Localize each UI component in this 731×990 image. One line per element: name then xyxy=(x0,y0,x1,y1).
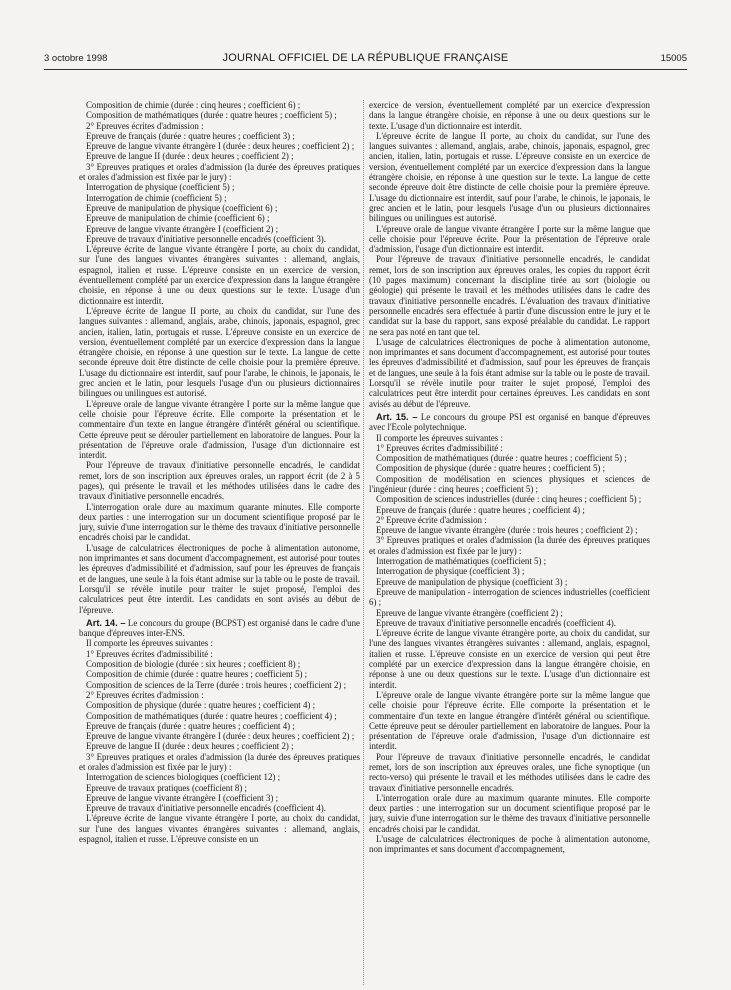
paragraph xyxy=(369,494,650,504)
header-date: 3 octobre 1998 xyxy=(44,53,108,64)
paragraph-text: L'interrogation orale dure au maximum quarante minutes. Elle comporte deux parties : une interrogation sur un document scientifique proposé par le jury, suivie d'une interrogation sur le thème des travaux d'initiative personnelle encadrés choisi par le candidat. xyxy=(369,792,650,834)
paragraph-text: Interrogation de physique (coefficient 5) ; xyxy=(86,182,235,193)
paragraph-text: 3° Epreuves pratiques et orales d'admission (la durée des épreuves pratiques et orales d'admission est fixée par le jury) : xyxy=(369,535,650,556)
paragraph-text: L'épreuve orale de langue vivante étrangère I porte sur la même langue que celle choisie pour l'épreuve écrite. Elle comporte la présentation et le commentaire d'un texte en langue étrangère d'intérêt général ou scientifique. Cette épreuve peut se dérouler partiellement en laboratoire de langues. Pour la présentation de l'épreuve orale d'admission, l'usage d'un dictionnaire est interdit. xyxy=(79,398,360,461)
paragraph xyxy=(79,234,360,244)
article-number: Art. 14. – xyxy=(86,617,126,628)
paragraph xyxy=(79,638,360,648)
paragraph xyxy=(79,752,360,773)
paragraph xyxy=(79,224,360,234)
paragraph xyxy=(79,131,360,141)
paragraph-text: 2° Epreuves écrites d'admission : xyxy=(86,120,204,131)
paragraph-text: Epreuve de langue vivante étrangère I (durée : deux heures ; coefficient 2) ; xyxy=(86,141,355,152)
paragraph xyxy=(79,213,360,223)
paragraph xyxy=(79,244,360,306)
paragraph xyxy=(79,649,360,659)
paragraph xyxy=(369,556,650,566)
paragraph-text: Epreuve de manipulation de physique (coefficient 3) ; xyxy=(376,576,568,587)
paragraph xyxy=(79,680,360,690)
paragraph xyxy=(79,721,360,731)
paragraph xyxy=(369,505,650,515)
paragraph xyxy=(79,783,360,793)
paragraph-text: Composition de chimie (durée : cinq heures ; coefficient 6) ; xyxy=(86,100,301,110)
paragraph-text: Composition de mathématiques (durée : quatre heures ; coefficient 4) ; xyxy=(86,710,337,721)
article-paragraph xyxy=(79,618,360,639)
paragraph xyxy=(369,463,650,473)
paragraph xyxy=(369,515,650,525)
paragraph-text: Il comporte les épreuves suivantes : xyxy=(376,432,503,443)
paragraph-text: L'épreuve écrite de langue II porte, au choix du candidat, sur l'une des langues suivantes : allemand, anglais, arabe, chinois, japonais, espagnol, grec ancien, italien, latin, portugais et russe. L'épreuve consiste en un exercice de version, éventuellement complété par un exercice d'expression dans la langue étrangère choisie, en réponse à une question sur le texte. La langue de cette seconde épreuve doit être distincte de celle choisie pour la première épreuve. L'usage du dictionnaire est interdit, sauf pour l'arabe, le chinois, le japonais, le grec ancien et le latin, pour lesquels l'usage d'un ou plusieurs dictionnaires bilingues ou unilingues est autorisé. xyxy=(369,130,650,224)
paragraph xyxy=(79,151,360,161)
paragraph-text: L'usage de calculatrices électroniques de poche à alimentation autonome, non imprimantes et sans document d'accompagnement, est autorisé pour toutes les épreuves d'admissibilité et d'admission, sauf pour les épreuves de français et de langues, une seule à la fois étant admise sur la table ou le poste de travail. Lorsqu'il se révèle inutile pour traiter le sujet proposé, l'emploi des calculatrices peut être interdit. Les candidats en sont avisés au début de l'épreuve. xyxy=(79,542,360,615)
paragraph-text: Pour l'épreuve de travaux d'initiative personnelle encadrés, le candidat remet, lors de son inscription aux épreuves orales, un rapport écrit (de 2 à 5 pages), qui présente le travail et les méthodes utilisées dans le cadre des travaux d'initiative personnelle encadrés. xyxy=(79,460,360,502)
paragraph xyxy=(369,628,650,690)
paragraph-text: Epreuve de langue vivante étrangère I (coefficient 2) ; xyxy=(86,223,279,234)
paragraph-text: Epreuve de langue vivante étrangère I (durée : deux heures ; coefficient 2) ; xyxy=(86,731,355,742)
paragraph xyxy=(369,535,650,556)
page-header xyxy=(0,0,731,80)
paragraph-text: 3° Epreuves pratiques et orales d'admission (la durée des épreuves pratiques et orales d'admission est fixée par le jury) : xyxy=(79,161,360,183)
paragraph-text: Epreuve de langue II (durée : deux heures ; coefficient 2) ; xyxy=(86,151,294,162)
paragraph-text: L'interrogation orale dure au maximum quarante minutes. Elle comporte deux parties : une interrogation sur un document scientifique proposé par le jury, suivie d'une interrogation sur le thème des travaux d'initiative personnelle encadrés choisi par le candidat. xyxy=(79,501,360,543)
paragraph-text: Epreuve de manipulation de physique (coefficient 6) ; xyxy=(86,202,278,213)
paragraph xyxy=(369,566,650,576)
paragraph-text: Epreuve de travaux pratiques (coefficient 8) ; xyxy=(86,782,247,793)
paragraph-text: Pour l'épreuve de travaux d'initiative personnelle encadrés, le candidat remet, lors de son inscription aux épreuves orales, les copies du rapport écrit (10 pages maximum) concernant la discipline tirée au sort (biologie ou géologie) qui présente le travail et les méthodes utilisées dans le cadre des travaux d'initiative personnelle encadrés. L'évaluation des travaux d'initiative personnelle encadrés sera effectuée à partir d'une discussion entre le jury et le candidat sur la base du rapport, sans exposé préalable du candidat. Le rapport ne sera pas noté en tant que tel. xyxy=(369,254,650,337)
paragraph-text: Composition de chimie (durée : quatre heures ; coefficient 5) ; xyxy=(86,669,308,680)
paragraph-text: Epreuve de manipulation de chimie (coefficient 6) ; xyxy=(86,213,270,224)
paragraph-text: Composition de physique (durée : quatre heures ; coefficient 4) ; xyxy=(86,700,316,711)
paragraph-text: Pour l'épreuve de travaux d'initiative personnelle encadrés, le candidat remet, lors de son inscription aux épreuves orales, une fiche synoptique (un recto-verso) qui présente le travail et les méthodes utilisées dans le cadre des travaux d'initiative personnelle encadrés. xyxy=(369,751,650,793)
paragraph xyxy=(369,453,650,463)
paragraph xyxy=(369,608,650,618)
column-separator xyxy=(363,100,364,985)
paragraph-text: Epreuve de manipulation - interrogation de sciences industrielles (coefficient 6) ; xyxy=(369,586,650,608)
paragraph-text: Interrogation de chimie (coefficient 5) ; xyxy=(86,192,227,203)
paragraph xyxy=(369,254,650,336)
paragraph-text: Composition de sciences de la Terre (durée : trois heures ; coefficient 2) ; xyxy=(86,679,347,690)
paragraph-text: Epreuve de langue vivante étrangère I (coefficient 3) ; xyxy=(86,792,279,803)
paragraph-text: L'épreuve écrite de langue vivante étrangère porte, au choix du candidat, sur l'une des langues vivantes étrangères suivantes : allemand, anglais, espagnol, italien et russe. L'épreuve consiste en un exercice de version qui peut être complété par un exercice d'expression dans la langue étrangère choisie, en réponse à une ou deux questions sur le texte. L'usage d'un dictionnaire est interdit. xyxy=(369,628,650,690)
paragraph-text: 2° Epreuves écrites d'admission : xyxy=(86,689,204,700)
paragraph xyxy=(79,741,360,751)
paragraph-text: L'usage de calculatrices électroniques de poche à alimentation autonome, non imprimantes et sans document d'accompagnement, est autorisé pour toutes les épreuves d'admissibilité et d'admission, sauf pour les épreuves de français et de langues, une seule à la fois étant admise sur la table ou le poste de travail. Lorsqu'il se révèle inutile pour traiter le sujet proposé, l'emploi des calculatrices peut être interdit pour certaines épreuves. Les candidats en sont avisés au début de l'épreuve. xyxy=(369,336,650,409)
paragraph-text: Epreuve de travaux d'initiative personnelle encadrés (coefficient 4). xyxy=(376,617,616,628)
right-column xyxy=(369,100,650,985)
paragraph-text: Interrogation de physique (coefficient 3) ; xyxy=(376,566,525,577)
paragraph-text: Il comporte les épreuves suivantes : xyxy=(86,638,213,649)
paragraph xyxy=(369,525,650,535)
paragraph-text: Composition de physique (durée : quatre heures ; coefficient 5) ; xyxy=(376,463,606,474)
paragraph-text: Composition de sciences industrielles (durée : cinq heures ; coefficient 5) ; xyxy=(376,494,642,505)
paragraph xyxy=(79,543,360,615)
paragraph-text: Composition de mathématiques (durée : quatre heures ; coefficient 5) ; xyxy=(376,453,627,464)
paragraph xyxy=(369,690,650,752)
paragraph xyxy=(79,813,360,844)
left-column xyxy=(79,100,360,985)
paragraph xyxy=(79,700,360,710)
header-rule xyxy=(44,69,687,70)
paragraph-text: Epreuve de français (durée : quatre heures ; coefficient 4) ; xyxy=(86,720,295,731)
paragraph-text: L'épreuve écrite de langue II porte, au choix du candidat, sur l'une des langues suivantes : allemand, anglais, arabe, chinois, japonais, espagnol, grec ancien, italien, latin, portugais et russe. L'épreuve consiste en un exercice de version, éventuellement complété par un exercice d'expression dans la langue étrangère choisie, en réponse à une question sur le texte. La langue de cette seconde épreuve doit être distincte de celle choisie pour la première épreuve. L'usage du dictionnaire est interdit, sauf pour l'arabe, le chinois, le japonais, le grec ancien et le latin, pour lesquels l'usage d'un ou plusieurs dictionnaires bilingues ou unilingues est autorisé. xyxy=(79,305,360,399)
paragraph-text: L'usage de calculatrices électroniques de poche à alimentation autonome, non imprimantes et sans document d'accompagnement, xyxy=(369,834,650,855)
paragraph xyxy=(79,772,360,782)
paragraph-text: exercice de version, éventuellement complété par un exercice d'expression dans la langue étrangère choisie, en réponse à une ou deux questions sur le texte. L'usage d'un dictionnaire est interdit. xyxy=(369,100,650,131)
paragraph xyxy=(79,711,360,721)
paragraph xyxy=(369,433,650,443)
paragraph xyxy=(369,474,650,495)
paragraph-text: Composition de modélisation en sciences physiques et sciences de l'ingénieur (durée : cinq heures ; coefficient 5) ; xyxy=(369,473,650,494)
article-paragraph xyxy=(369,412,650,433)
paragraph xyxy=(79,121,360,131)
paragraph xyxy=(79,731,360,741)
paragraph xyxy=(79,110,360,120)
paragraph xyxy=(79,460,360,501)
paragraph-text: Epreuve de français (durée : quatre heures ; coefficient 3) ; xyxy=(86,130,295,141)
paragraph xyxy=(79,162,360,183)
paragraph-text: L'épreuve écrite de langue vivante étrangère I porte, au choix du candidat, sur l'une des langues vivantes étrangères suivantes : allemand, anglais, espagnol, italien et russe. L'épreuve consiste en un xyxy=(79,813,360,845)
paragraph-text: Epreuve de langue vivante étrangère (coefficient 2) ; xyxy=(376,607,563,618)
paragraph xyxy=(79,203,360,213)
paragraph xyxy=(79,399,360,461)
paragraph xyxy=(369,443,650,453)
page-number: 15005 xyxy=(660,53,687,64)
paragraph xyxy=(79,803,360,813)
paragraph xyxy=(79,100,360,110)
article-number: Art. 15. – xyxy=(376,411,418,422)
paragraph-text: Interrogation de mathématiques (coefficient 5) ; xyxy=(376,556,547,567)
paragraph-text: 1° Epreuves écrites d'admissibilité : xyxy=(86,648,213,659)
paragraph xyxy=(369,793,650,834)
paragraph-text: Epreuve de travaux d'initiative personnelle encadrés (coefficient 4). xyxy=(86,803,326,814)
paragraph xyxy=(79,182,360,192)
paragraph-text: 3° Epreuves pratiques et orales d'admission (la durée des épreuves pratiques et orales d'admission est fixée par le jury) : xyxy=(79,751,360,772)
paragraph-text: Epreuve de langue vivante étrangère (durée : trois heures ; coefficient 2) ; xyxy=(376,525,638,536)
paragraph-text: Epreuve de langue II (durée : deux heures ; coefficient 2) ; xyxy=(86,741,294,752)
paragraph xyxy=(79,193,360,203)
paragraph xyxy=(369,337,650,409)
paragraph-text: Epreuve de travaux d'initiative personnelle encadrés (coefficient 3). xyxy=(86,233,326,244)
paragraph-text: L'épreuve orale de langue vivante étrangère porte sur la même langue que celle choisie pour l'épreuve écrite. Elle comporte la présentation et le commentaire d'un texte en langue étrangère d'intérêt général ou scientifique. Cette épreuve peut se dérouler partiellement en laboratoire de langues. Pour la présentation de l'épreuve orale d'admission, l'usage d'un dictionnaire est interdit. xyxy=(369,689,650,752)
paragraph-text: Interrogation de sciences biologiques (coefficient 12) ; xyxy=(86,772,281,783)
paragraph xyxy=(369,752,650,793)
paragraph xyxy=(369,224,650,255)
paragraph-text: Epreuve de français (durée : quatre heures ; coefficient 4) ; xyxy=(376,504,585,515)
paragraph-text: Le concours du groupe PSI est organisé en banque d'épreuves avec l'Ecole polytechnique. xyxy=(369,411,650,433)
paragraph-text: Le concours du groupe (BCPST) est organisé dans le cadre d'une banque d'épreuves inter-ENS. xyxy=(79,617,360,639)
paragraph xyxy=(369,100,650,131)
paragraph-text: 2° Epreuve écrite d'admission : xyxy=(376,514,487,525)
paragraph xyxy=(79,690,360,700)
paragraph-text: L'épreuve orale de langue vivante étrangère I porte sur la même langue que celle choisie pour l'épreuve écrite. Pour la présentation de l'épreuve orale d'admission, l'usage d'un dictionnaire est interdit. xyxy=(369,223,650,255)
paragraph xyxy=(369,577,650,587)
paragraph-text: Composition de biologie (durée : six heures ; coefficient 8) ; xyxy=(86,659,301,670)
paragraph xyxy=(79,659,360,669)
paragraph-text: L'épreuve écrite de langue vivante étrangère I porte, au choix du candidat, sur l'une des langues vivantes étrangères suivantes : allemand, anglais, espagnol, italien et russe. L'épreuve consiste en un exercice de version, éventuellement complété par un exercice d'expression dans la langue étrangère choisie, en réponse à une ou deux questions sur le texte. L'usage d'un dictionnaire est interdit. xyxy=(79,244,360,306)
paragraph xyxy=(369,834,650,855)
paragraph xyxy=(79,793,360,803)
paragraph xyxy=(369,131,650,224)
paragraph-text: Composition de mathématiques (durée : quatre heures ; coefficient 5) ; xyxy=(86,110,337,121)
paragraph xyxy=(369,587,650,608)
paragraph xyxy=(79,306,360,399)
paragraph xyxy=(369,618,650,628)
paragraph-text: 1° Epreuves écrites d'admissibilité : xyxy=(376,442,503,453)
journal-title: JOURNAL OFFICIEL DE LA RÉPUBLIQUE FRANÇAISE xyxy=(222,52,509,64)
paragraph xyxy=(79,669,360,679)
paragraph xyxy=(79,502,360,543)
paragraph xyxy=(79,141,360,151)
